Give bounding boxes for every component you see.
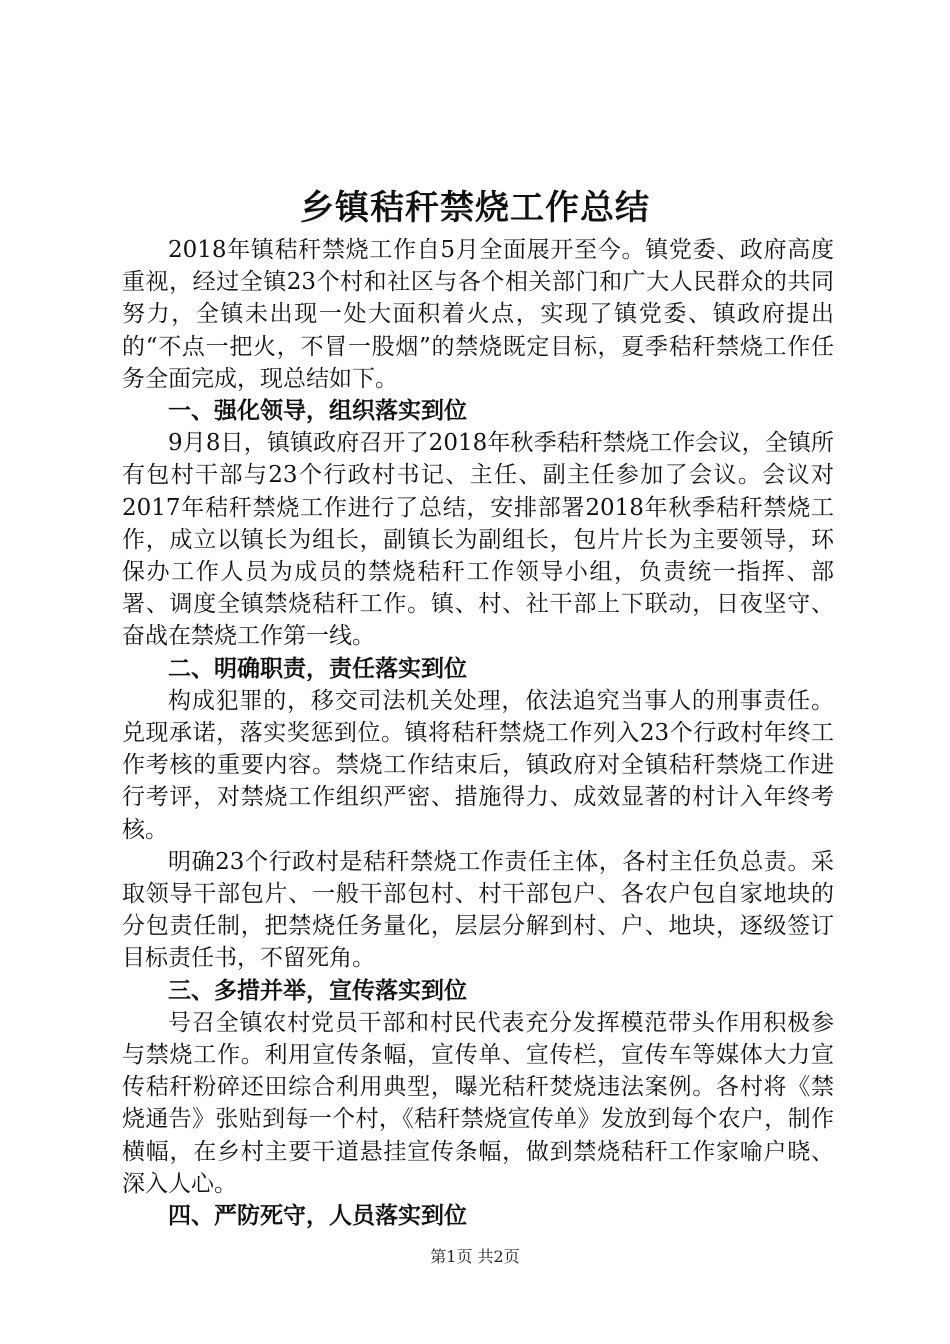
section-heading-4: 四、严防死守，人员落实到位 [168,1203,467,1230]
section-heading-3: 三、多措并举，宣传落实到位 [168,977,467,1004]
section-2-paragraph-2: 明确23个行政村是秸秆禁烧工作责任主体，各村主任负总责。采取领导干部包片、一般干部包村、村干部包户、各农户包自家地块的分包责任制，把禁烧任务量化，层层分解到村、户、地块，逐级签订目标责任书，不留死角。 [122,848,834,972]
document-title: 乡镇秸秆禁烧工作总结 [300,188,650,228]
section-heading-2: 二、明确职责，责任落实到位 [168,655,467,682]
intro-paragraph: 2018年镇秸秆禁烧工作自5月全面展开至今。镇党委、政府高度重视，经过全镇23个村和社区与各个相关部门和广大人民群众的共同努力，全镇未出现一处大面积着火点，实现了镇党委、镇政府提出的“不点一把火，不冒一股烟”的禁烧既定目标，夏季秸秆禁烧工作任务全面完成，现总结如下。 [122,237,834,392]
section-3-paragraph-1: 号召全镇农村党员干部和村民代表充分发挥模范带头作用积极参与禁烧工作。利用宣传条幅，宣传单、宣传栏，宣传车等媒体大力宣传秸秆粉碎还田综合利用典型，曝光秸秆焚烧违法案例。各村将《禁烧通告》张贴到每一个村，《秸秆禁烧宣传单》发放到每个农户，制作横幅，在乡村主要干道悬挂宣传条幅，做到禁烧秸秆工作家喻户晓、深入人心。 [122,1009,834,1197]
document-body [122,234,834,1232]
section-heading-1: 一、强化领导，组织落实到位 [168,398,467,425]
page-number-footer: 第1页 共2页 [430,1247,520,1266]
section-1-paragraph-1: 9月8日，镇镇政府召开了2018年秋季秸秆禁烧工作会议，全镇所有包村干部与23个行政村书记、主任、副主任参加了会议。会议对2017年秸秆禁烧工作进行了总结，安排部署2018年秋季秸秆禁烧工作，成立以镇长为组长，副镇长为副组长，包片片长为主要领导，环保办工作人员为成员的禁烧秸秆工作领导小组，负责统一指挥、部署、调度全镇禁烧秸秆工作。镇、村、社干部上下联动，日夜坚守、奋战在禁烧工作第一线。 [122,430,834,650]
section-2-paragraph-1: 构成犯罪的，移交司法机关处理，依法追究当事人的刑事责任。兑现承诺，落实奖惩到位。镇将秸秆禁烧工作列入23个行政村年终工作考核的重要内容。禁烧工作结束后，镇政府对全镇秸秆禁烧工作进行考评，对禁烧工作组织严密、措施得力、成效显著的村计入年终考核。 [122,687,834,843]
